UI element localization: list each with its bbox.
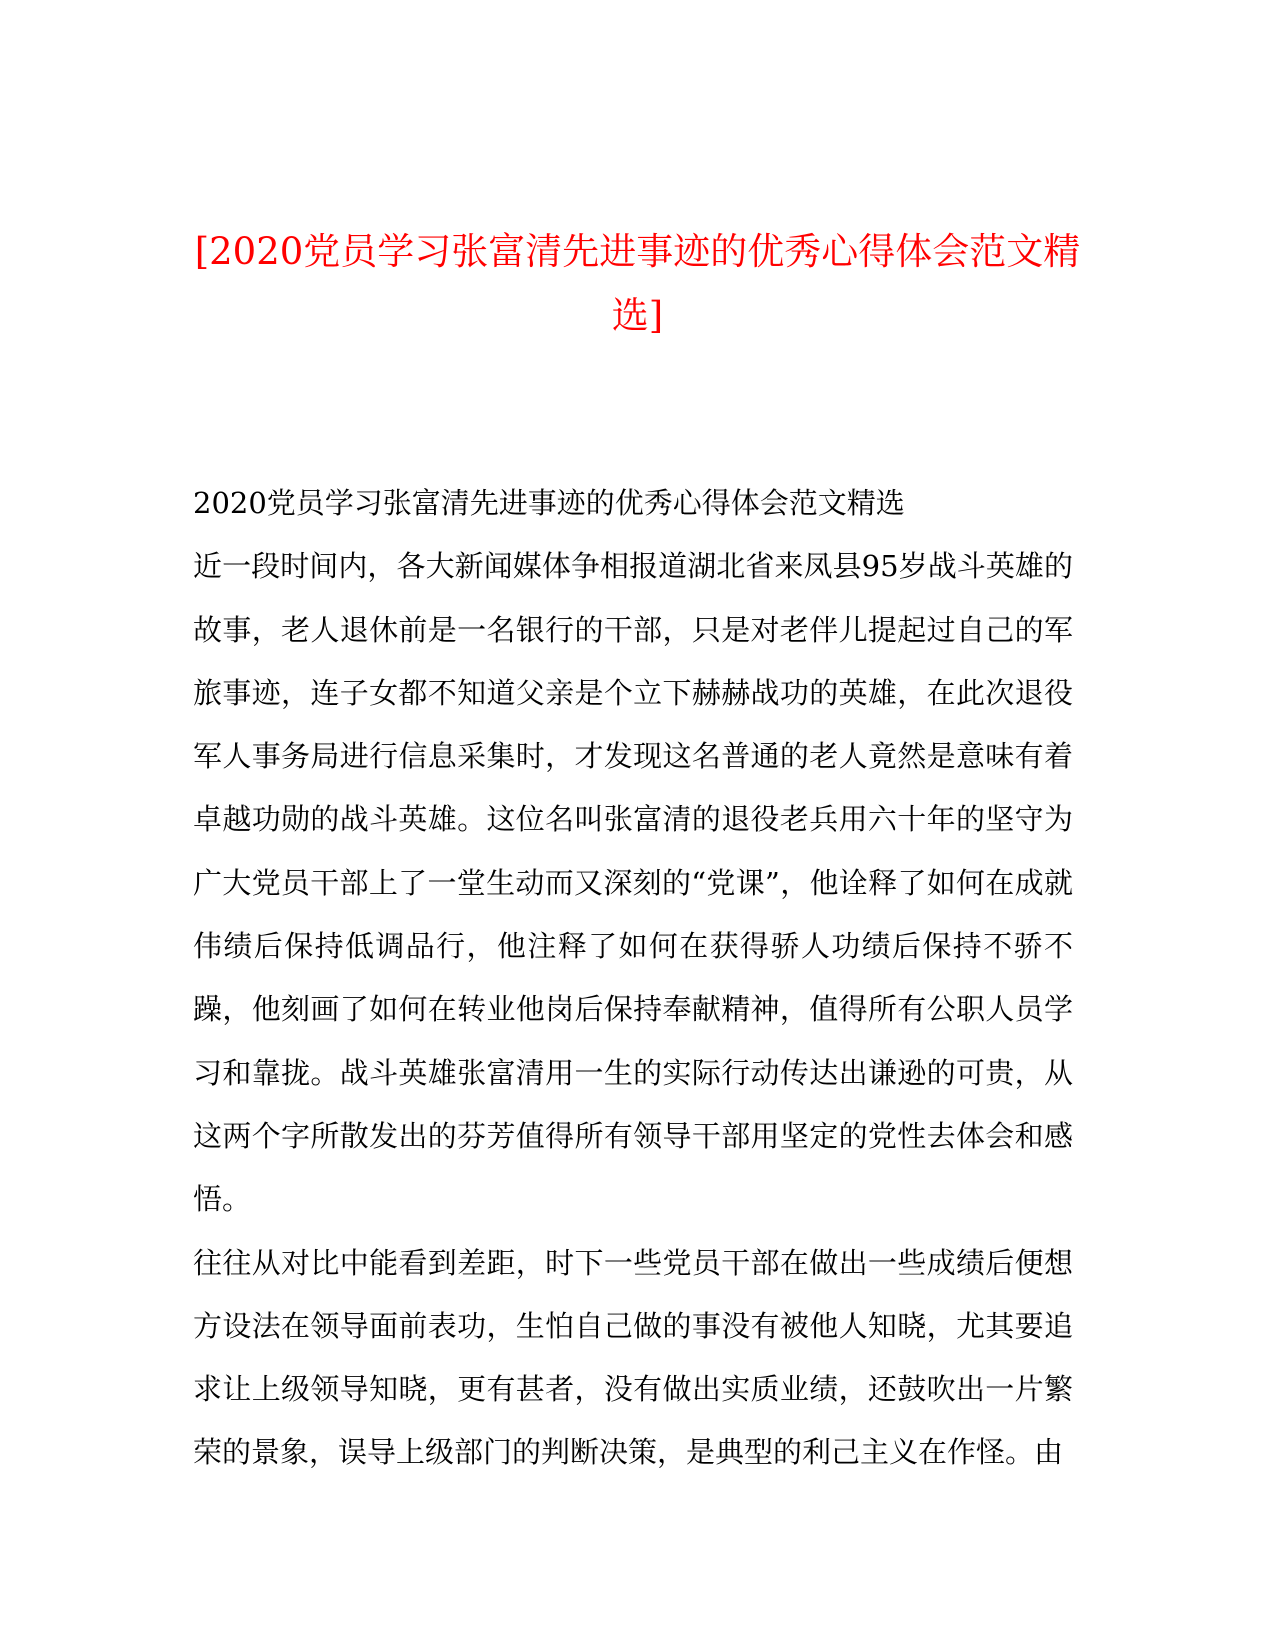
document-body (193, 472, 1073, 1485)
paragraph-2: 往往从对比中能看到差距，时下一些党员干部在做出一些成绩后便想方设法在领导面前表功，生怕自己做的事没有被他人知晓，尤其要追求让上级领导知晓，更有甚者，没有做出实质业绩，还鼓吹出一片繁荣的景象，误导上级部门的判断决策，是典型的利己主义在作怪。由 (193, 1245, 1073, 1470)
document-title: [2020党员学习张富清先进事迹的优秀心得体会范文精选] (194, 230, 1081, 337)
document-subtitle: 2020党员学习张富清先进事迹的优秀心得体会范文精选 (193, 486, 905, 520)
paragraph-1: 近一段时间内，各大新闻媒体争相报道湖北省来凤县95岁战斗英雄的故事，老人退休前是一名银行的干部，只是对老伴儿提起过自己的军旅事迹，连子女都不知道父亲是个立下赫赫战功的英雄，在此次退役军人事务局进行信息采集时，才发现这名普通的老人竟然是意味有着卓越功勋的战斗英雄。这位名叫张富清的退役老兵用六十年的坚守为广大党员干部上了一堂生动而又深刻的“党课”，他诠释了如何在成就伟绩后保持低调品行，他注释了如何在获得骄人功绩后保持不骄不躁，他刻画了如何在转业他岗后保持奉献精神，值得所有公职人员学习和靠拢。战斗英雄张富清用一生的实际行动传达出谦逊的可贵，从这两个字所散发出的芬芳值得所有领导干部用坚定的党性去体会和感悟。 (193, 549, 1073, 1217)
